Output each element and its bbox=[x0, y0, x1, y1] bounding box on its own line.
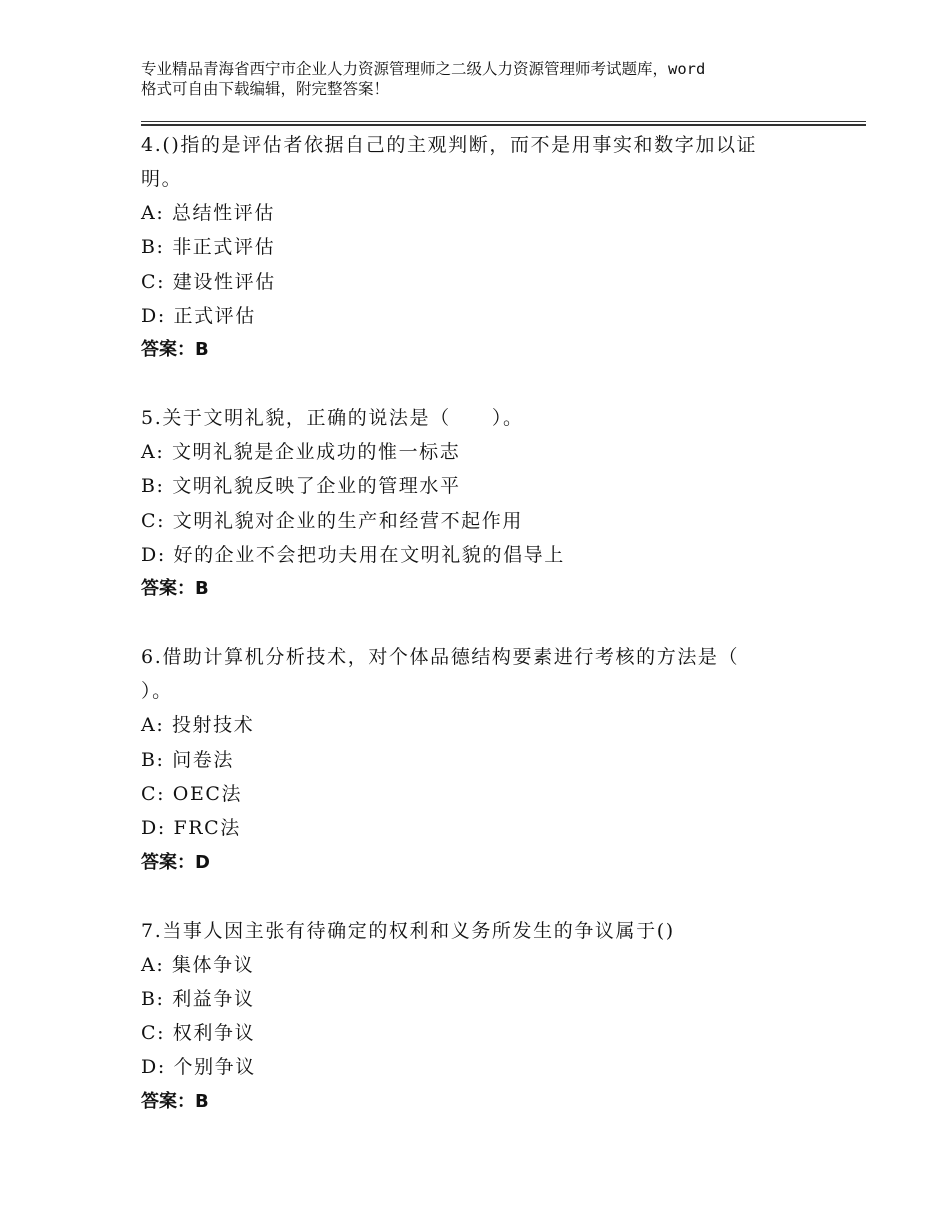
option-b: B: 文明礼貌反映了企业的管理水平 bbox=[141, 475, 461, 498]
question-text-line-2: 明。 bbox=[141, 168, 183, 190]
option-c: C: 权利争议 bbox=[141, 1022, 256, 1045]
option-c: C: 建设性评估 bbox=[141, 270, 276, 293]
header-divider-thin bbox=[141, 121, 866, 122]
option-b: B: 问卷法 bbox=[141, 748, 235, 771]
option-c: C: 文明礼貌对企业的生产和经营不起作用 bbox=[141, 509, 523, 532]
question-5 bbox=[141, 401, 801, 606]
option-d: D: FRC法 bbox=[141, 817, 241, 840]
answer-label: 答案：D bbox=[141, 851, 210, 873]
option-a: A: 集体争议 bbox=[141, 953, 255, 976]
option-d: D: 个别争议 bbox=[141, 1056, 256, 1079]
option-a: A: 投射技术 bbox=[141, 714, 255, 737]
question-text-line-1: 4.()指的是评估者依据自己的主观判断，而不是用事实和数字加以证 bbox=[141, 134, 758, 156]
answer-label: 答案：B bbox=[141, 1090, 209, 1112]
option-a: A: 总结性评估 bbox=[141, 202, 275, 224]
option-d: D: 正式评估 bbox=[141, 304, 256, 327]
question-text-line-1: 7.当事人因主张有待确定的权利和义务所发生的争议属于() bbox=[141, 919, 675, 942]
answer-label: 答案：B bbox=[141, 339, 209, 361]
spacer bbox=[141, 606, 801, 640]
document-header bbox=[141, 59, 841, 99]
option-a: A: 文明礼貌是企业成功的惟一标志 bbox=[141, 441, 461, 464]
question-list bbox=[141, 128, 801, 1119]
question-6 bbox=[141, 640, 801, 879]
option-d: D: 好的企业不会把功夫用在文明礼貌的倡导上 bbox=[141, 544, 565, 567]
question-text-line-1: 5.关于文明礼貌，正确的说法是（ ）。 bbox=[141, 407, 524, 430]
option-b: B: 非正式评估 bbox=[141, 236, 276, 259]
header-line-1: 专业精品青海省西宁市企业人力资源管理师之二级人力资源管理师考试题库，word bbox=[141, 60, 706, 78]
spacer bbox=[141, 367, 801, 401]
spacer bbox=[141, 880, 801, 914]
option-b: B: 利益争议 bbox=[141, 987, 255, 1010]
answer-label: 答案：B bbox=[141, 578, 209, 600]
header-line-2: 格式可自由下载编辑，附完整答案！ bbox=[141, 80, 390, 98]
header-divider-thick bbox=[141, 124, 866, 126]
question-text-line-2: ）。 bbox=[141, 680, 173, 703]
question-text-line-1: 6.借助计算机分析技术，对个体品德结构要素进行考核的方法是（ bbox=[141, 646, 740, 669]
question-7 bbox=[141, 914, 801, 1119]
question-4 bbox=[141, 128, 801, 367]
option-c: C: OEC法 bbox=[141, 782, 243, 805]
